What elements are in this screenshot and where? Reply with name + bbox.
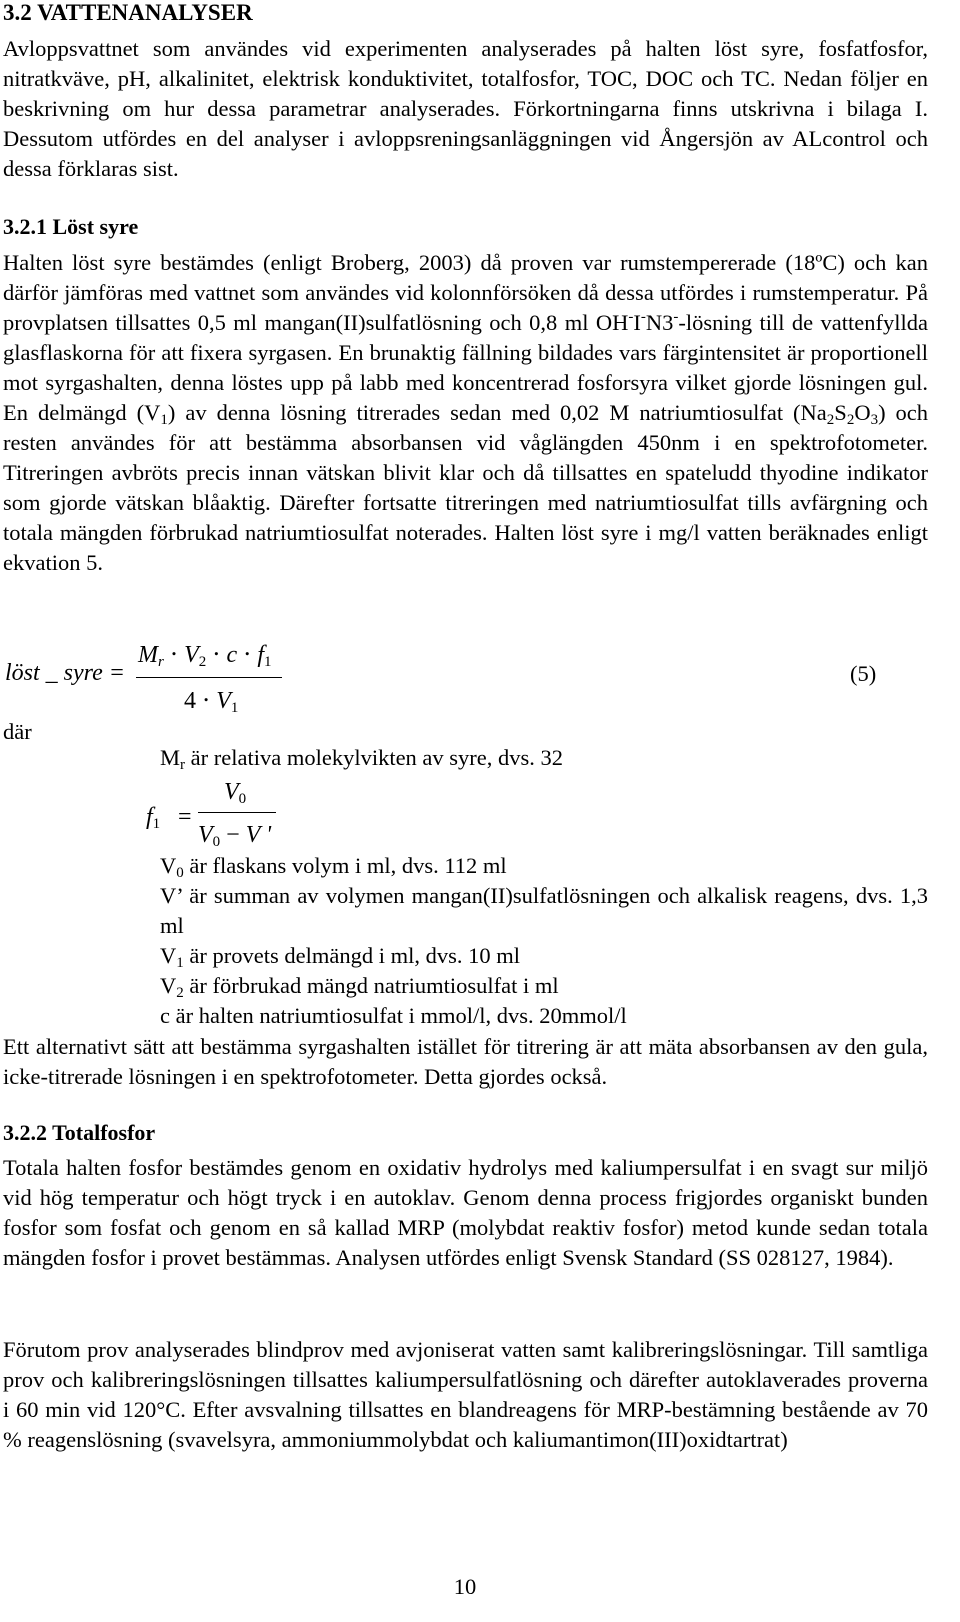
equation-lhs: löst _ syre =: [5, 660, 125, 686]
f1-denominator: $V_0 - V$ ': [198, 822, 272, 850]
subsection-heading-totalfosfor: 3.2.2 Totalfosfor: [3, 1120, 156, 1145]
where-label: där: [3, 719, 32, 744]
page-number: 10: [453, 1574, 477, 1599]
f1-fraction-line: [198, 812, 276, 813]
f1-numerator: $V_0$: [224, 779, 247, 807]
mr-definition: $M_r$ är relativa molekylvikten av syre, dvs. 32: [160, 745, 564, 773]
c-definition: c är halten natriumtiosulfat i mmol/l, dvs. 20mmol/l: [160, 1003, 627, 1028]
intro-paragraph: Avloppsvattnet som användes vid experimenten analyserades på halten löst syre, fosfatfosfor, nitratkväve, pH, alkalinitet, elektrisk konduktivitet, totalfosfor, TOC, DOC och TC. Nedan följer en beskrivning om hur dessa parametrar analyserades. Förkortningarna finns utskrivna i bilaga I. Dessutom utfördes en del analyser i avloppsreningsanläggningen vid Ångersjön av ALcontrol och dessa förklaras sist.: [3, 36, 928, 181]
totalfosfor-paragraph-1: Totala halten fosfor bestämdes genom en oxidativ hydrolys med kaliumpersulfat i en svagt sur miljö vid hög temperatur och högt tryck i en autoklav. Genom denna process frigjordes organiskt bunden fosfor som fosfat och genom en så kallad MRP (molybdat reaktiv fosfor) metod kunde sedan totala mängden fosfor i provet bestämmas. Analysen utfördes enligt Svensk Standard (SS 028127, 1984).: [3, 1155, 928, 1270]
v1-definition: $V_1$ är provets delmängd i ml, dvs. 10 ml: [160, 943, 520, 971]
alternative-method-paragraph: Ett alternativt sätt att bestämma syrgashalten istället för titrering är att mäta absorbansen av den gula, icke-titrerade lösningen i en spektrofotometer. Detta gjordes också.: [3, 1034, 928, 1089]
vprime-definition: V’ är summan av volymen mangan(II)sulfatlösningen och alkalisk reagens, dvs. 1,3 ml: [160, 883, 928, 938]
equation-fraction-line: [136, 677, 282, 678]
f1-symbol: $f_1$: [146, 804, 161, 832]
equation-number: (5): [850, 661, 877, 686]
lost-syre-paragraph: Halten löst syre bestämdes (enligt Broberg, 2003) då proven var rumstempererade (18ºC) och kan därför jämföras med vattnet som användes vid kolonnförsöken då dessa utfördes i rumstemperatur. På provplatsen tillsattes 0,5 ml mangan(II)sulfatlösning och 0,8 ml OH-I-N3--lösning till de vattenfyllda glasflaskorna för att fixera syrgasen. En brunaktig fällning bildades vars färgintensitet är proportionell mot syrgashalten, denna löstes upp på labb med koncentrerad fosforsyra vilket gjorde lösningen gul. En delmängd $(V_1)$ av denna lösning titrerades sedan med 0,02 M natriumtiosulfat $(Na_2S_2O_3)$ och resten användes för att bestämma absorbansen vid våglängden 450nm i en spektrofotometer. Titreringen avbröts precis innan vätskan blivit klar och då tillsattes en spateludd thyodine indikator som gjorde vätskan blåaktig. Därefter fortsatte titreringen med natriumtiosulfat tills avfärgning och totala mängden förbrukad natriumtiosulfat noterades. Halten löst syre i mg/l vatten beräknades enligt ekvation 5.: [3, 250, 929, 575]
section-heading: 3.2 VATTENANALYSER: [3, 0, 253, 25]
equation-numerator: $M_r \cdot V_2 \cdot c \cdot f_1$: [138, 642, 272, 670]
equation-denominator: $4 \cdot V_1$: [184, 688, 239, 716]
v2-definition: $V_2$ är förbrukad mängd natriumtiosulfat i ml: [160, 973, 559, 1001]
totalfosfor-paragraph-2: Förutom prov analyserades blindprov med avjoniserat vatten samt kalibreringslösningar. Till samtliga prov och kalibreringslösningen tillsattes kaliumpersulfatlösning och därefter autoklaverades proverna i 60 min vid 120°C. Efter avsvalning tillsattes en blandreagens för MRP-bestämning bestående av 70 % reagenslösning (svavelsyra, ammoniummolybdat och kaliumantimon(III)oxidtartrat): [3, 1337, 928, 1452]
f1-equals: =: [178, 804, 192, 830]
subsection-heading-lost-syre: 3.2.1 Löst syre: [3, 214, 139, 239]
v0-definition: $V_0$ är flaskans volym i ml, dvs. 112 ml: [160, 853, 507, 881]
